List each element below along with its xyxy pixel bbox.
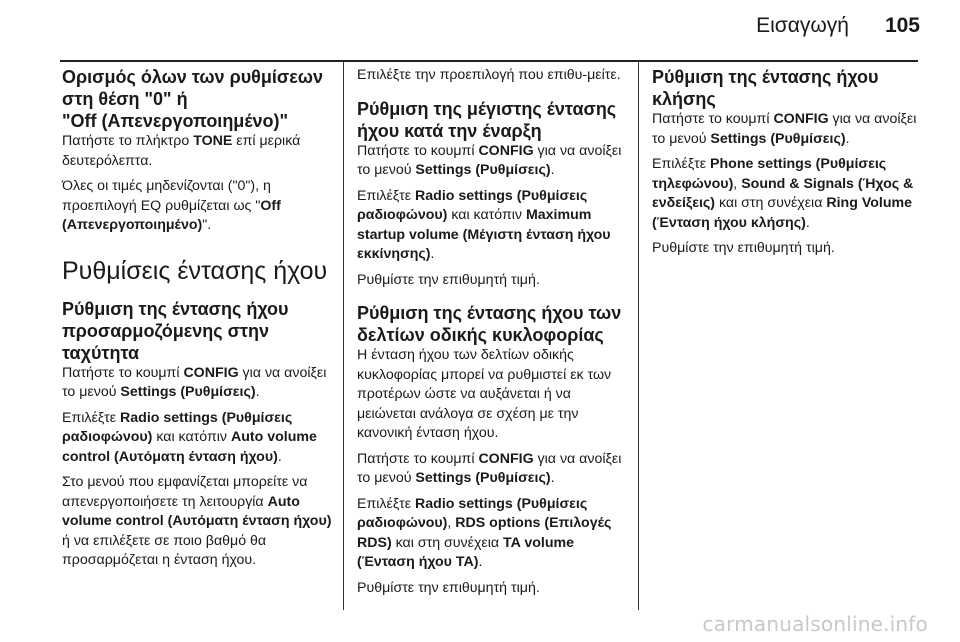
paragraph: Στο μενού που εμφανίζεται μπορείτε να απενεργοποιήσετε τη λειτουργία Auto volume control (Αυτόματη ένταση ήχου) ή να επιλέξετε σε ποιο βαθμό θα προσαρμόζεται η ένταση ήχου. xyxy=(62,474,332,568)
paragraph: Ρυθμίστε την επιθυμητή τιμή. xyxy=(357,271,540,288)
paragraph: Πατήστε το κουμπί CONFIG για να ανοίξει το μενού Settings (Ρυθμίσεις). xyxy=(357,142,622,178)
heading-volume-settings: Ρυθμίσεις έντασης ήχου xyxy=(62,256,328,285)
paragraph: Όλες οι τιμές μηδενίζονται ("0"), η προεπιλογή EQ ρυθμίζεται ως "Off (Απενεργοποιημένο)". xyxy=(62,178,281,233)
paragraph: Πατήστε το πλήκτρο TONE επί μερικά δευτερόλεπτα. xyxy=(62,133,301,169)
column-divider xyxy=(638,62,639,610)
page-number: 105 xyxy=(884,14,920,37)
heading-startup-volume: Ρύθμιση της μέγιστης έντασης ήχου κατά την έναρξη xyxy=(357,98,617,141)
paragraph: Επιλέξτε Radio settings (Ρυθμίσεις ραδιοφώνου), RDS options (Επιλογές RDS) και στη συνέχεια TA volume (Ένταση ήχου TA). xyxy=(357,495,612,570)
heading-call-volume: Ρύθμιση της έντασης ήχου κλήσης xyxy=(652,67,879,109)
section-title: Εισαγωγή xyxy=(756,14,849,37)
paragraph: Η ένταση ήχου των δελτίων οδικής κυκλοφορίας μπορεί να ρυθμιστεί εκ των προτέρων ώστε να αυξάνεται ή να μειώνεται ανάλογα σε σχέση με την κανονική ένταση ήχου. xyxy=(357,347,612,441)
paragraph: Ρυθμίστε την επιθυμητή τιμή. xyxy=(652,240,835,256)
heading-speed-volume: Ρύθμιση της έντασης ήχου προσαρμοζόμενης στην ταχύτητα xyxy=(62,298,289,363)
paragraph: Επιλέξτε Phone settings (Ρυθμίσεις τηλεφώνου), Sound & Signals (Ήχος & ενδείξεις) και στη συνέχεια Ring Volume (Ένταση ήχου κλήσης). xyxy=(652,156,914,231)
column-1 xyxy=(62,66,334,577)
heading-reset-settings: Ορισμός όλων των ρυθμίσεων στη θέση "0" ή "Off (Απενεργοποιημένο)" xyxy=(62,67,323,131)
paragraph: Επιλέξτε την προεπιλογή που επιθυ-μείτε. xyxy=(357,67,621,83)
page-header xyxy=(756,14,920,38)
paragraph: Πατήστε το κουμπί CONFIG για να ανοίξει το μενού Settings (Ρυθμίσεις). xyxy=(652,111,917,147)
column-2 xyxy=(357,66,629,604)
heading-traffic-volume: Ρύθμιση της έντασης ήχου των δελτίων οδικής κυκλοφορίας xyxy=(357,303,622,345)
header-rule xyxy=(60,60,918,62)
paragraph: Ρυθμίστε την επιθυμητή τιμή. xyxy=(357,579,540,596)
paragraph: Πατήστε το κουμπί CONFIG για να ανοίξει το μενού Settings (Ρυθμίσεις). xyxy=(357,450,622,486)
paragraph: Πατήστε το κουμπί CONFIG για να ανοίξει το μενού Settings (Ρυθμίσεις). xyxy=(62,364,327,400)
watermark: carmanualsonline.info xyxy=(702,612,928,636)
column-divider xyxy=(343,62,344,610)
paragraph: Επιλέξτε Radio settings (Ρυθμίσεις ραδιοφώνου) και κατόπιν Maximum startup volume (Μέγιστη ένταση ήχου εκκίνησης). xyxy=(357,187,611,262)
paragraph: Επιλέξτε Radio settings (Ρυθμίσεις ραδιοφώνου) και κατόπιν Auto volume control (Αυτόματη ένταση ήχου). xyxy=(62,409,317,465)
column-3 xyxy=(652,66,924,265)
